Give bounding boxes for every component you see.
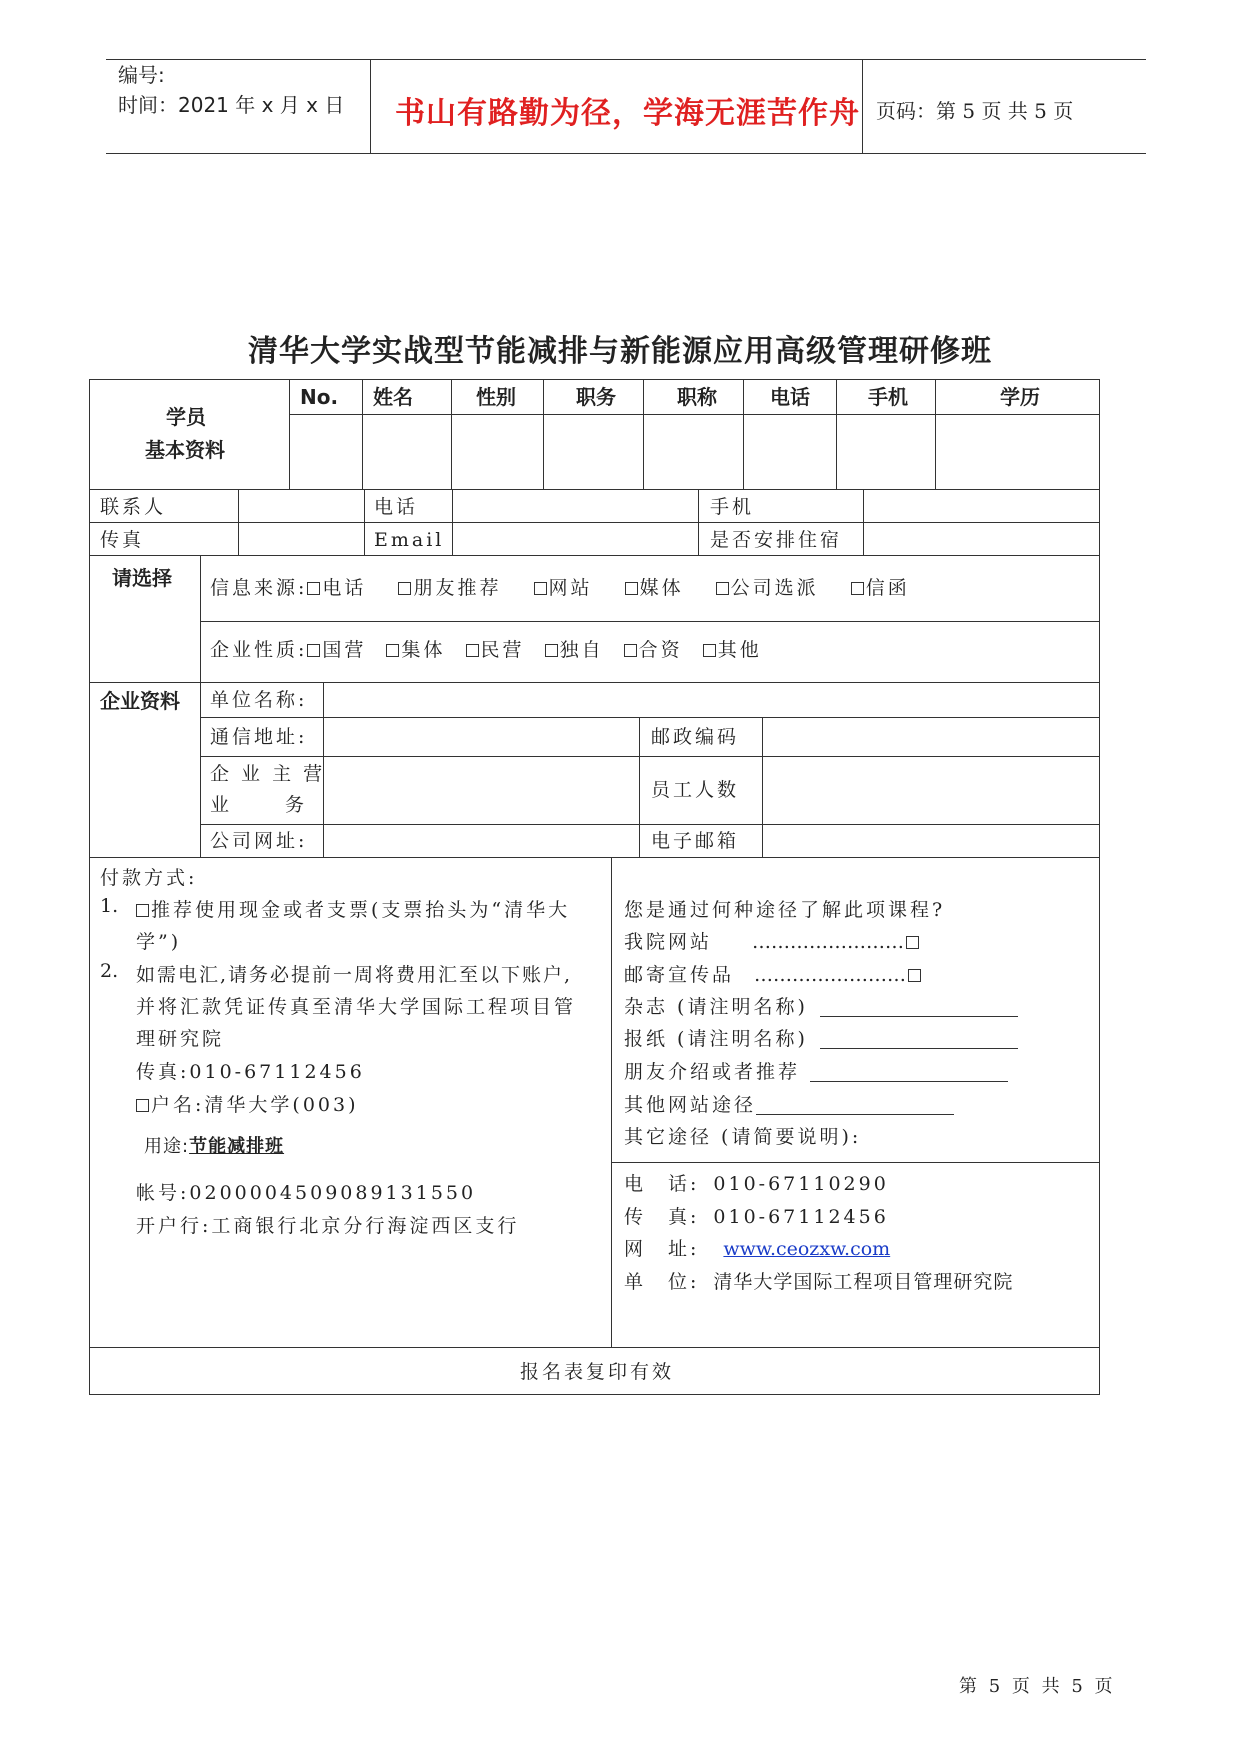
org-fax-label: 传 真: xyxy=(624,1206,700,1228)
survey-option-site xyxy=(624,927,921,954)
time-label: 时间：2021 年 x 月 x 日 xyxy=(118,93,345,117)
survey-option-friend xyxy=(624,1057,1008,1084)
col-rule xyxy=(762,717,763,857)
purpose-label: 用途: xyxy=(144,1136,190,1157)
col-rule xyxy=(935,380,936,489)
header-bottom-rule xyxy=(106,153,1146,154)
col-rule xyxy=(364,489,365,555)
fill-in-line[interactable] xyxy=(820,1028,1018,1049)
option-label: 杂志 (请注明名称) xyxy=(624,996,808,1018)
payment-account-name xyxy=(136,1090,359,1117)
row-rule xyxy=(200,824,1100,825)
column-header-education: 学历 xyxy=(1000,385,1040,409)
option-label: 媒体 xyxy=(639,577,684,599)
checkbox[interactable] xyxy=(307,644,320,657)
survey-question: 您是通过何种途径了解此项课程? xyxy=(624,899,946,921)
option-label: 公司选派 xyxy=(730,577,819,599)
col-rule xyxy=(451,380,452,489)
payment-purpose xyxy=(144,1132,284,1158)
col-rule xyxy=(238,489,239,555)
fill-in-line[interactable] xyxy=(810,1061,1008,1082)
email-label: Email xyxy=(374,529,445,551)
col-rule xyxy=(611,857,612,1347)
document-title: 清华大学实战型节能减排与新能源应用高级管理研修班 xyxy=(248,334,992,369)
mobile-label: 手机 xyxy=(710,496,755,518)
col-rule xyxy=(452,489,453,555)
dot-leader: …………………… xyxy=(752,931,905,953)
lodging-label: 是否安排住宿 xyxy=(710,529,843,551)
header-page-info: 页码：第 5 页 共 5 页 xyxy=(876,99,1074,123)
option-label: 其他 xyxy=(717,639,762,661)
info-source-label: 信息来源: xyxy=(210,577,308,599)
column-header-gender: 性别 xyxy=(476,385,516,409)
checkbox[interactable] xyxy=(136,904,149,917)
main-business-label: 企 业 主 营 xyxy=(210,763,326,785)
row-rule xyxy=(200,756,1100,757)
form-footer-note: 报名表复印有效 xyxy=(520,1361,675,1383)
checkbox[interactable] xyxy=(545,644,558,657)
option-label: 信函 xyxy=(865,577,910,599)
row-rule xyxy=(200,717,1100,718)
checkbox[interactable] xyxy=(466,644,479,657)
page-footer: 第 5 页 共 5 页 xyxy=(959,1676,1116,1697)
org-phone-label: 电 话: xyxy=(624,1173,700,1195)
purpose-value: 节能减排班 xyxy=(189,1136,285,1157)
col-rule xyxy=(643,380,644,489)
company-email-label: 电子邮箱 xyxy=(651,830,740,852)
checkbox[interactable] xyxy=(703,644,716,657)
option-label: 网站 xyxy=(548,577,593,599)
checkbox[interactable] xyxy=(908,969,921,982)
employees-label: 员工人数 xyxy=(651,779,740,801)
company-section-label: 企业资料 xyxy=(100,689,180,713)
checkbox[interactable] xyxy=(625,582,638,595)
payment-item-line: 如需电汇,请务必提前一周将费用汇至以下账户, xyxy=(136,964,573,986)
col-rule xyxy=(362,380,363,489)
address-label: 通信地址: xyxy=(210,726,308,748)
payment-title: 付款方式: xyxy=(100,867,198,889)
option-label: 集体 xyxy=(401,639,446,661)
org-web-label: 网 址: xyxy=(624,1238,700,1260)
option-label: 电话 xyxy=(322,577,367,599)
col-rule xyxy=(743,380,744,489)
contact-person-label: 联系人 xyxy=(100,496,167,518)
col-rule xyxy=(639,717,640,857)
header-divider xyxy=(370,59,371,154)
checkbox[interactable] xyxy=(307,582,320,595)
org-unit-label: 单 位: xyxy=(624,1271,700,1293)
checkbox[interactable] xyxy=(386,644,399,657)
org-phone-value: 010-67110290 xyxy=(713,1173,889,1195)
info-source-row xyxy=(210,576,910,600)
col-rule xyxy=(698,489,699,555)
col-rule xyxy=(543,380,544,489)
survey-option-magazine xyxy=(624,992,1018,1019)
row-rule xyxy=(90,555,1100,556)
payment-item-number: 1. xyxy=(100,895,119,917)
checkbox[interactable] xyxy=(398,582,411,595)
column-header-position: 职务 xyxy=(576,385,616,409)
option-label: 朋友介绍或者推荐 xyxy=(624,1061,801,1083)
payment-item-number: 2. xyxy=(100,960,119,982)
student-section-label: 学员 xyxy=(166,405,206,429)
option-label: 其他网站途径 xyxy=(624,1094,757,1116)
student-section-label: 基本资料 xyxy=(145,438,225,462)
checkbox[interactable] xyxy=(534,582,547,595)
payment-item-text xyxy=(136,895,570,922)
website-label: 公司网址: xyxy=(210,830,308,852)
header-slogan: 书山有路勤为径，学海无涯苦作舟 xyxy=(395,96,860,131)
checkbox[interactable] xyxy=(136,1099,149,1112)
survey-option-newspaper xyxy=(624,1024,1018,1051)
option-label: 朋友推荐 xyxy=(413,577,502,599)
company-nature-label: 企业性质: xyxy=(210,639,308,661)
fill-in-line[interactable] xyxy=(820,996,1018,1017)
survey-option-other-site xyxy=(624,1090,954,1117)
row-rule xyxy=(611,1162,1100,1163)
option-label: 邮寄宣传品 xyxy=(624,964,735,986)
registration-form xyxy=(89,379,1100,1395)
row-rule xyxy=(90,489,1100,490)
org-fax xyxy=(624,1202,889,1229)
postcode-label: 邮政编码 xyxy=(651,726,740,748)
company-nature-row xyxy=(210,638,762,662)
column-header-phone: 电话 xyxy=(770,385,810,409)
option-label: 合资 xyxy=(638,639,683,661)
payment-item-line: 推荐使用现金或者支票(支票抬头为“清华大 xyxy=(151,899,571,921)
header-divider xyxy=(862,59,863,154)
col-rule xyxy=(836,380,837,489)
dot-leader: …………………… xyxy=(754,964,907,986)
option-label: 报纸 (请注明名称) xyxy=(624,1028,808,1050)
checkbox[interactable] xyxy=(624,644,637,657)
phone-label: 电话 xyxy=(374,496,419,518)
checkbox[interactable] xyxy=(906,936,919,949)
payment-bank: 开户行:工商银行北京分行海淀西区支行 xyxy=(136,1215,520,1237)
option-label: 我院网站 xyxy=(624,931,713,953)
column-header-name: 姓名 xyxy=(373,385,413,409)
fill-in-line[interactable] xyxy=(756,1094,954,1115)
main-business-label: 业 务 xyxy=(210,794,308,816)
survey-option-mail xyxy=(624,960,923,987)
row-rule xyxy=(90,1347,1100,1348)
org-phone xyxy=(624,1169,889,1196)
column-header-title: 职称 xyxy=(677,385,717,409)
fax-label: 传真 xyxy=(100,529,145,551)
org-unit xyxy=(624,1267,1013,1294)
option-label: 民营 xyxy=(480,639,525,661)
option-label: 独自 xyxy=(559,639,604,661)
payment-item-line: 学”) xyxy=(136,931,182,953)
survey-option-other: 其它途径 (请简要说明): xyxy=(624,1126,862,1148)
org-unit-value: 清华大学国际工程项目管理研究院 xyxy=(713,1271,1014,1293)
col-rule xyxy=(863,489,864,555)
col-rule xyxy=(200,555,201,857)
checkbox[interactable] xyxy=(851,582,864,595)
option-label: 国营 xyxy=(322,639,367,661)
column-header-mobile: 手机 xyxy=(868,385,908,409)
row-rule xyxy=(90,857,1100,858)
account-name-text: 户名:清华大学(003) xyxy=(151,1094,359,1116)
row-rule xyxy=(90,522,1100,523)
choose-section-label: 请选择 xyxy=(112,566,172,590)
payment-item-line: 理研究院 xyxy=(136,1028,225,1050)
org-website-link[interactable]: www.ceozxw.com xyxy=(723,1238,891,1260)
serial-number-label: 编号: xyxy=(118,63,165,87)
row-rule xyxy=(90,682,1100,683)
header-meta xyxy=(118,60,344,120)
org-fax-value: 010-67112456 xyxy=(713,1206,889,1228)
col-rule xyxy=(289,380,290,489)
payment-item-line: 并将汇款凭证传真至清华大学国际工程项目管 xyxy=(136,996,577,1018)
payment-account-number: 帐号:0200004509089131550 xyxy=(136,1182,477,1204)
column-header-no: No. xyxy=(300,385,339,409)
company-name-label: 单位名称: xyxy=(210,689,308,711)
payment-fax: 传真:010-67112456 xyxy=(136,1061,365,1083)
row-rule xyxy=(200,621,1100,622)
student-header-rule xyxy=(290,414,1100,415)
checkbox[interactable] xyxy=(716,582,729,595)
org-web xyxy=(624,1234,890,1261)
